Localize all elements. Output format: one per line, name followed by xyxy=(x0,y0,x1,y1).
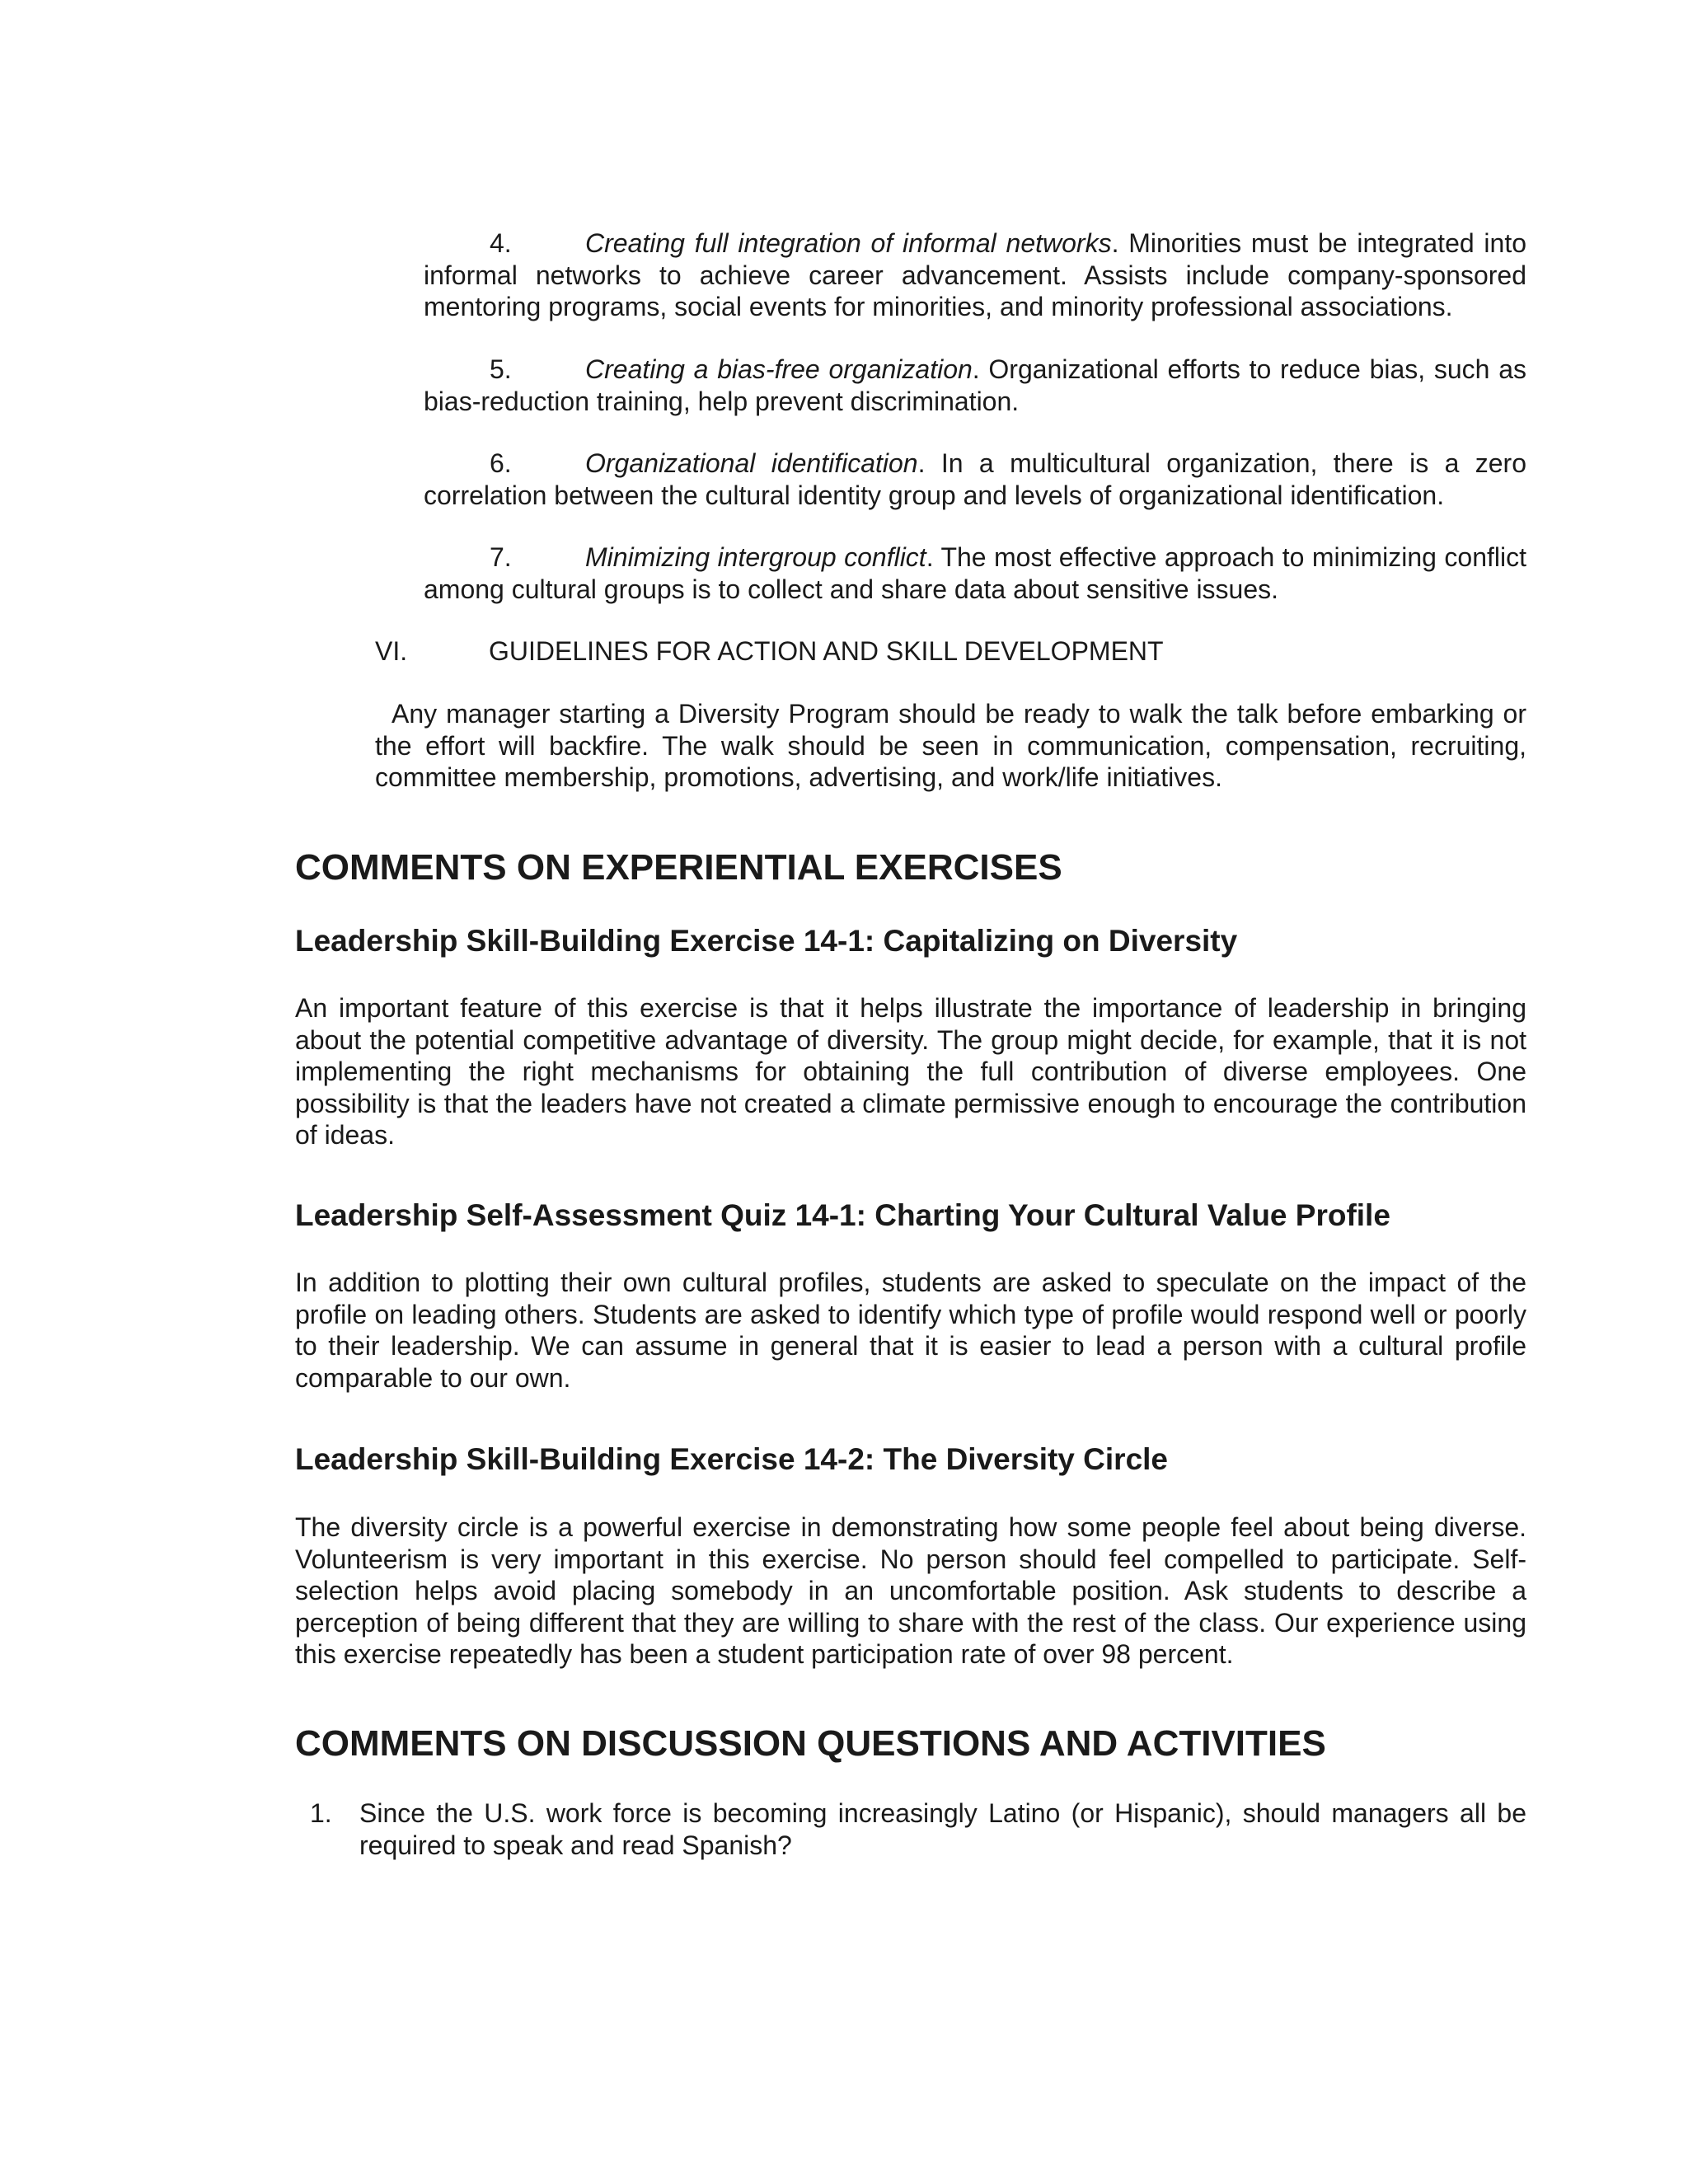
section-title: GUIDELINES FOR ACTION AND SKILL DEVELOPMENT xyxy=(489,636,1164,666)
section-vi-text: Any manager starting a Diversity Program should be ready to walk the talk before embarking or the effort will backfire. The walk should be seen in communication, compensation, recruiting, committee membership, promotions, advertising, and work/life initiatives. xyxy=(375,699,1526,792)
list-item-title: Creating full integration of informal networks xyxy=(585,228,1112,258)
list-item-title: Creating a bias-free organization xyxy=(585,354,973,384)
list-item-number: 6. xyxy=(490,448,512,478)
exercise-text: An important feature of this exercise is that it helps illustrate the importance of leadership in bringing about the potential competitive advantage of diversity. The group might decide, for example, that it is not implementing the right mechanisms for obtaining the full contribution of diverse employees. One possibility is that the leaders have not created a climate permissive enough to encourage the contribution of ideas. xyxy=(295,993,1526,1150)
list-item-text: . Organizational efforts to reduce bias, such as bias-reduction training, help prevent discrimination. xyxy=(424,354,1527,416)
list-item-title: Minimizing intergroup conflict xyxy=(585,542,926,572)
question-number: 1. xyxy=(310,1798,332,1828)
discussion-question xyxy=(310,1797,1526,1861)
list-item-6 xyxy=(424,448,1526,511)
list-item-text: . The most effective approach to minimizing conflict among cultural groups is to collect and share data about sensitive issues. xyxy=(424,542,1527,604)
list-item-7 xyxy=(424,541,1526,605)
exercise-title: Leadership Skill-Building Exercise 14-2: The Diversity Circle xyxy=(295,1442,1168,1476)
list-item-5 xyxy=(424,354,1526,417)
question-text: Since the U.S. work force is becoming increasingly Latino (or Hispanic), should managers all be required to speak and read Spanish? xyxy=(359,1798,1526,1860)
exercise-title: Leadership Skill-Building Exercise 14-1: Capitalizing on Diversity xyxy=(295,924,1238,958)
discussion-heading: COMMENTS ON DISCUSSION QUESTIONS AND ACTIVITIES xyxy=(295,1723,1326,1764)
list-item-title: Organizational identification xyxy=(585,448,918,478)
experiential-heading: COMMENTS ON EXPERIENTIAL EXERCISES xyxy=(295,847,1062,888)
list-item-number: 5. xyxy=(490,354,512,384)
list-item-text: . In a multicultural organization, there is a zero correlation between the cultural identity group and levels of organizational identification. xyxy=(424,448,1527,510)
section-vi-paragraph xyxy=(375,698,1526,794)
list-item-text: . Minorities must be integrated into informal networks to achieve career advancement. Assists include company-sponsored mentoring programs, social events for minorities, and minority professional associations. xyxy=(424,228,1527,321)
exercise-text: The diversity circle is a powerful exercise in demonstrating how some people feel about being diverse. Volunteerism is very important in this exercise. No person should feel compelled to participate. Self-selection helps avoid placing somebody in an uncomfortable position. Ask students to describe a perception of being different that they are willing to share with the rest of the class. Our experience using this exercise repeatedly has been a student participation rate of over 98 percent. xyxy=(295,1512,1526,1669)
section-vi-heading xyxy=(375,635,1164,668)
list-item-number: 7. xyxy=(490,542,512,572)
exercise-title: Leadership Self-Assessment Quiz 14-1: Charting Your Cultural Value Profile xyxy=(295,1198,1390,1232)
list-item-number: 4. xyxy=(490,228,512,258)
exercise-text: In addition to plotting their own cultural profiles, students are asked to speculate on the impact of the profile on leading others. Students are asked to identify which type of profile would respond well or poorly to their leadership. We can assume in general that it is easier to lead a person with a cultural profile comparable to our own. xyxy=(295,1268,1526,1393)
section-number: VI. xyxy=(375,636,408,666)
list-item-4 xyxy=(424,227,1526,323)
